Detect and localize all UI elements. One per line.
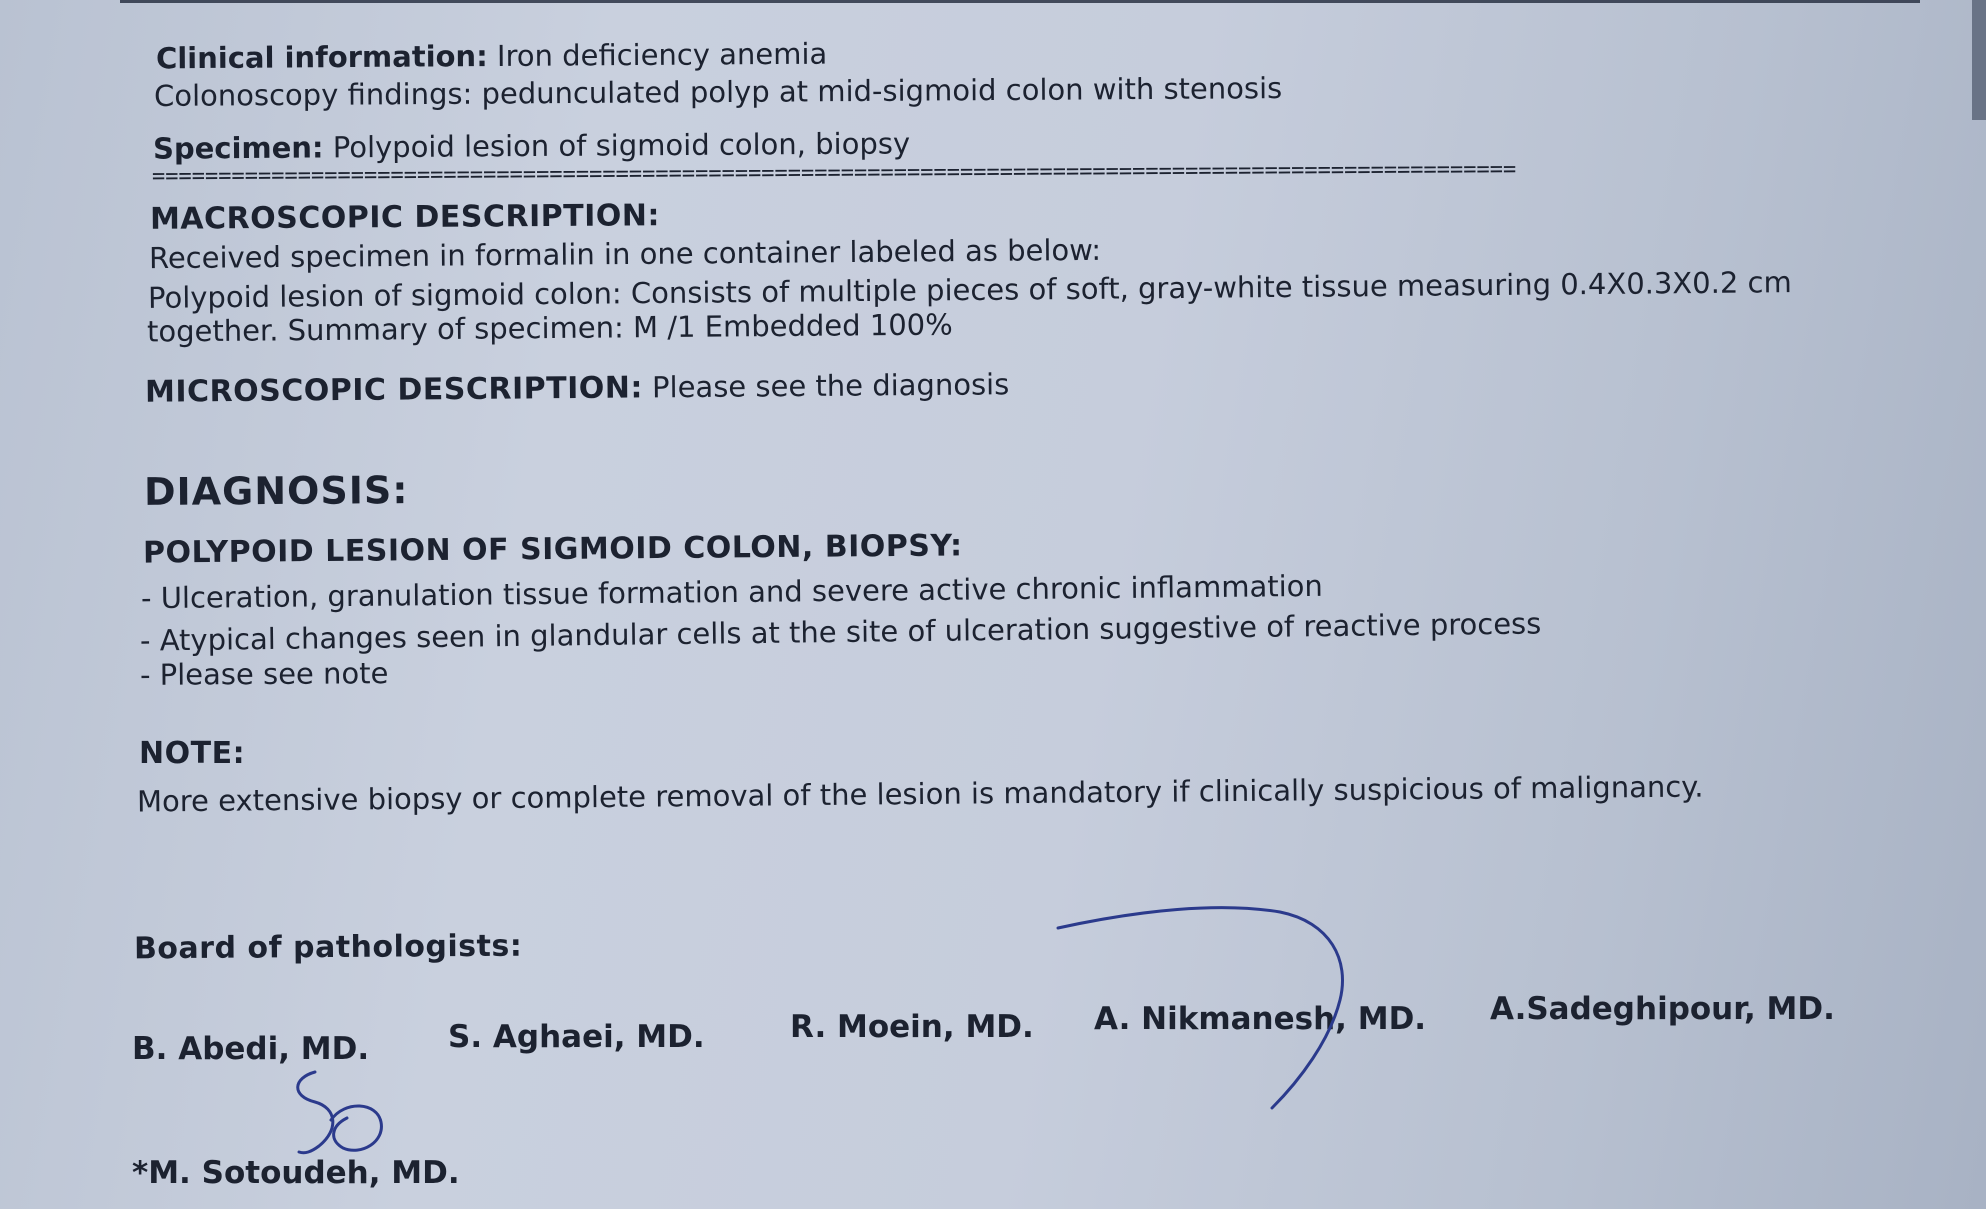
doctor-sotoudeh: *M. Sotoudeh, MD. bbox=[132, 1155, 460, 1191]
macroscopic-line-2: Polypoid lesion of sigmoid colon: Consists of multiple pieces of soft, gray-white tissue measuring 0.4X0.3X0.2 cm bbox=[147, 265, 1792, 315]
doctor-sadeghipour: A.Sadeghipour, MD. bbox=[1490, 991, 1835, 1027]
page-edge-shadow bbox=[1972, 0, 1986, 120]
macroscopic-heading: MACROSCOPIC DESCRIPTION: bbox=[149, 198, 661, 237]
doctor-aghaei: S. Aghaei, MD. bbox=[448, 1019, 705, 1055]
top-border-line bbox=[120, 0, 1920, 3]
clinical-information-label: Clinical information: bbox=[155, 39, 488, 76]
macroscopic-line-3: together. Summary of specimen: M /1 Embedded 100% bbox=[146, 307, 953, 349]
diagnosis-heading: DIAGNOSIS: bbox=[143, 468, 409, 514]
note-heading: NOTE: bbox=[139, 736, 246, 771]
doctor-moein: R. Moein, MD. bbox=[790, 1009, 1034, 1045]
diagnosis-item-2: - Atypical changes seen in glandular cells at the site of ulceration suggestive of reactive process bbox=[139, 606, 1542, 658]
specimen-label: Specimen: bbox=[152, 130, 324, 166]
specimen-value: Polypoid lesion of sigmoid colon, biopsy bbox=[332, 126, 911, 165]
doctor-nikmanesh: A. Nikmanesh, MD. bbox=[1094, 1001, 1427, 1037]
diagnosis-subheading: POLYPOID LESION OF SIGMOID COLON, BIOPSY: bbox=[142, 528, 963, 571]
separator-line: ======================================================================================================= bbox=[151, 156, 1517, 190]
board-heading: Board of pathologists: bbox=[133, 928, 523, 967]
colonoscopy-findings-line: Colonoscopy findings: pedunculated polyp at mid-sigmoid colon with stenosis bbox=[153, 71, 1283, 113]
diagnosis-item-3: - Please see note bbox=[139, 656, 389, 692]
macroscopic-line-1: Received specimen in formalin in one container labeled as below: bbox=[148, 232, 1102, 276]
microscopic-label: MICROSCOPIC DESCRIPTION: bbox=[144, 370, 644, 410]
diagnosis-item-1: - Ulceration, granulation tissue formation and severe active chronic inflammation bbox=[140, 568, 1323, 616]
note-text: More extensive biopsy or complete removal of the lesion is mandatory if clinically suspicious of malignancy. bbox=[136, 769, 1704, 819]
microscopic-value: Please see the diagnosis bbox=[651, 367, 1010, 405]
doctor-abedi: B. Abedi, MD. bbox=[132, 1031, 370, 1067]
clinical-information-value: Iron deficiency anemia bbox=[496, 36, 828, 73]
microscopic-line bbox=[145, 366, 1010, 411]
clinical-information-line bbox=[156, 36, 828, 77]
